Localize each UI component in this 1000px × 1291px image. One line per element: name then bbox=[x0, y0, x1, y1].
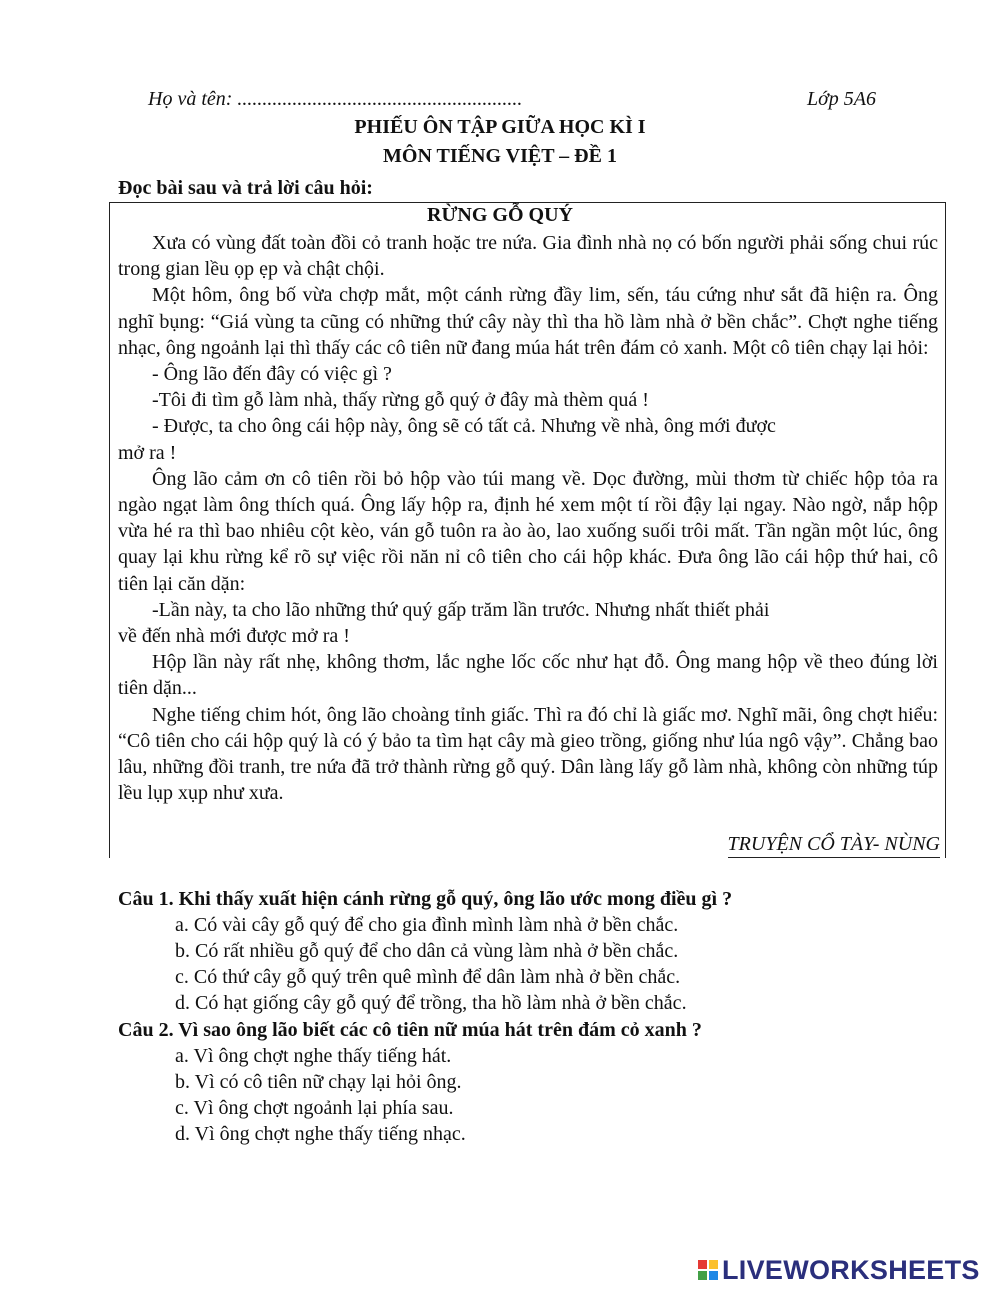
reading-instruction: Đọc bài sau và trả lời câu hỏi: bbox=[118, 177, 373, 199]
story-paragraph: Xưa có vùng đất toàn đồi cỏ tranh hoặc tre nứa. Gia đình nhà nọ có bốn người phải sống chui rúc trong gian lều ọp ẹp và chật chội. bbox=[118, 232, 938, 281]
answer-option-a[interactable]: a. Vì ông chợt nghe thấy tiếng hát. bbox=[175, 1045, 452, 1067]
liveworksheets-logo-icon bbox=[698, 1260, 718, 1280]
story-paragraph: Một hôm, ông bố vừa chợp mắt, một cánh rừng đầy lim, sến, táu cứng như sắt đã hiện ra. Ông nghĩ bụng: “Giá vùng ta cũng có những thứ cây này thì tha hồ làm nhà ở bền chắc”. Chợt nghe tiếng nhạc, ông ngoảnh lại thì thấy các cô tiên nữ đang múa hát trên đám cỏ xanh. Một cô tiên chạy lại hỏi: bbox=[118, 284, 938, 359]
liveworksheets-brand[interactable] bbox=[698, 1255, 980, 1285]
story-paragraph: Nghe tiếng chim hót, ông lão choàng tỉnh giấc. Thì ra đó chỉ là giấc mơ. Nghĩ mãi, ông chợt hiểu: “Cô tiên cho cái hộp quý là có ý bảo ta tìm hạt cây mà gieo trồng, giống như lúa ngô vậy”. Chẳng bao lâu, những đồi tranh, tre nứa đã trở thành rừng gỗ quý. Dân làng lấy gỗ làm nhà, không còn những túp lều lụp xụp như xưa. bbox=[118, 703, 938, 805]
logo-square bbox=[709, 1260, 718, 1269]
answer-option-d[interactable]: d. Vì ông chợt nghe thấy tiếng nhạc. bbox=[175, 1123, 466, 1145]
story-source: TRUYỆN CỔ TÀY- NÙNG bbox=[728, 833, 940, 858]
dialogue-line: - Được, ta cho ông cái hộp này, ông sẽ có tất cả. Nhưng về nhà, ông mới được bbox=[152, 415, 776, 438]
story-text bbox=[118, 230, 938, 806]
worksheet-title: PHIẾU ÔN TẬP GIỮA HỌC KÌ I bbox=[354, 116, 646, 138]
brand-name: LIVEWORKSHEETS bbox=[722, 1254, 980, 1285]
question-1 bbox=[118, 886, 938, 1016]
dialogue-line: -Lần này, ta cho lão những thứ quý gấp trăm lần trước. Nhưng nhất thiết phải bbox=[152, 598, 770, 621]
story-title: RỪNG GỖ QUÝ bbox=[427, 204, 573, 226]
dialogue-line-continued: mở ra ! bbox=[118, 441, 177, 464]
dialogue-line: - Ông lão đến đây có việc gì ? bbox=[152, 363, 392, 386]
answer-option-d[interactable]: d. Có hạt giống cây gỗ quý để trồng, tha hồ làm nhà ở bền chắc. bbox=[175, 992, 687, 1014]
logo-square bbox=[698, 1260, 707, 1269]
story-paragraph: Hộp lần này rất nhẹ, không thơm, lắc nghe lốc cốc như hạt đỗ. Ông mang hộp về theo đúng lời tiên dặn... bbox=[118, 651, 938, 700]
dialogue-line-continued: về đến nhà mới được mở ra ! bbox=[118, 625, 350, 648]
dialogue-line: -Tôi đi tìm gỗ làm nhà, thấy rừng gỗ quý ở đây mà thèm quá ! bbox=[152, 389, 649, 412]
answer-option-c[interactable]: c. Có thứ cây gỗ quý trên quê mình để dân làm nhà ở bền chắc. bbox=[175, 966, 681, 988]
header-line bbox=[148, 88, 876, 114]
class-label: Lớp 5A6 bbox=[806, 88, 876, 110]
story-paragraph: Ông lão cảm ơn cô tiên rồi bỏ hộp vào túi mang về. Dọc đường, mùi thơm từ chiếc hộp tỏa ra ngào ngạt làm ông thích quá. Ông lấy hộp ra, định hé xem một tí rồi đậy lại ngay. Nào ngờ, nắp hộp vừa hé ra thì bao nhiêu cột kèo, ván gỗ tuôn ra ào ào, lao xuống suối trôi mất. Tần ngần một lúc, ông quay lại khu rừng kể rõ sự việc rồi năn nỉ cô tiên cho cái hộp khác. Đưa ông lão cái hộp thứ hai, cô tiên lại căn dặn: bbox=[118, 467, 938, 595]
answer-option-a[interactable]: a. Có vài cây gỗ quý để cho gia đình mình làm nhà ở bền chắc. bbox=[175, 914, 679, 936]
logo-square bbox=[698, 1271, 707, 1280]
question-2 bbox=[118, 1017, 938, 1147]
question-title: Câu 1. Khi thấy xuất hiện cánh rừng gỗ quý, ông lão ước mong điều gì ? bbox=[118, 888, 733, 910]
answer-option-b[interactable]: b. Vì có cô tiên nữ chạy lại hỏi ông. bbox=[175, 1071, 462, 1093]
question-title: Câu 2. Vì sao ông lão biết các cô tiên nữ múa hát trên đám cỏ xanh ? bbox=[118, 1019, 702, 1041]
logo-square bbox=[709, 1271, 718, 1280]
worksheet-subtitle: MÔN TIẾNG VIỆT – ĐỀ 1 bbox=[383, 145, 617, 167]
answer-option-b[interactable]: b. Có rất nhiều gỗ quý để cho dân cả vùng làm nhà ở bền chắc. bbox=[175, 940, 679, 962]
answer-option-c[interactable]: c. Vì ông chợt ngoảnh lại phía sau. bbox=[175, 1097, 454, 1119]
student-name-label: Họ và tên: ......................................................... bbox=[148, 88, 523, 110]
